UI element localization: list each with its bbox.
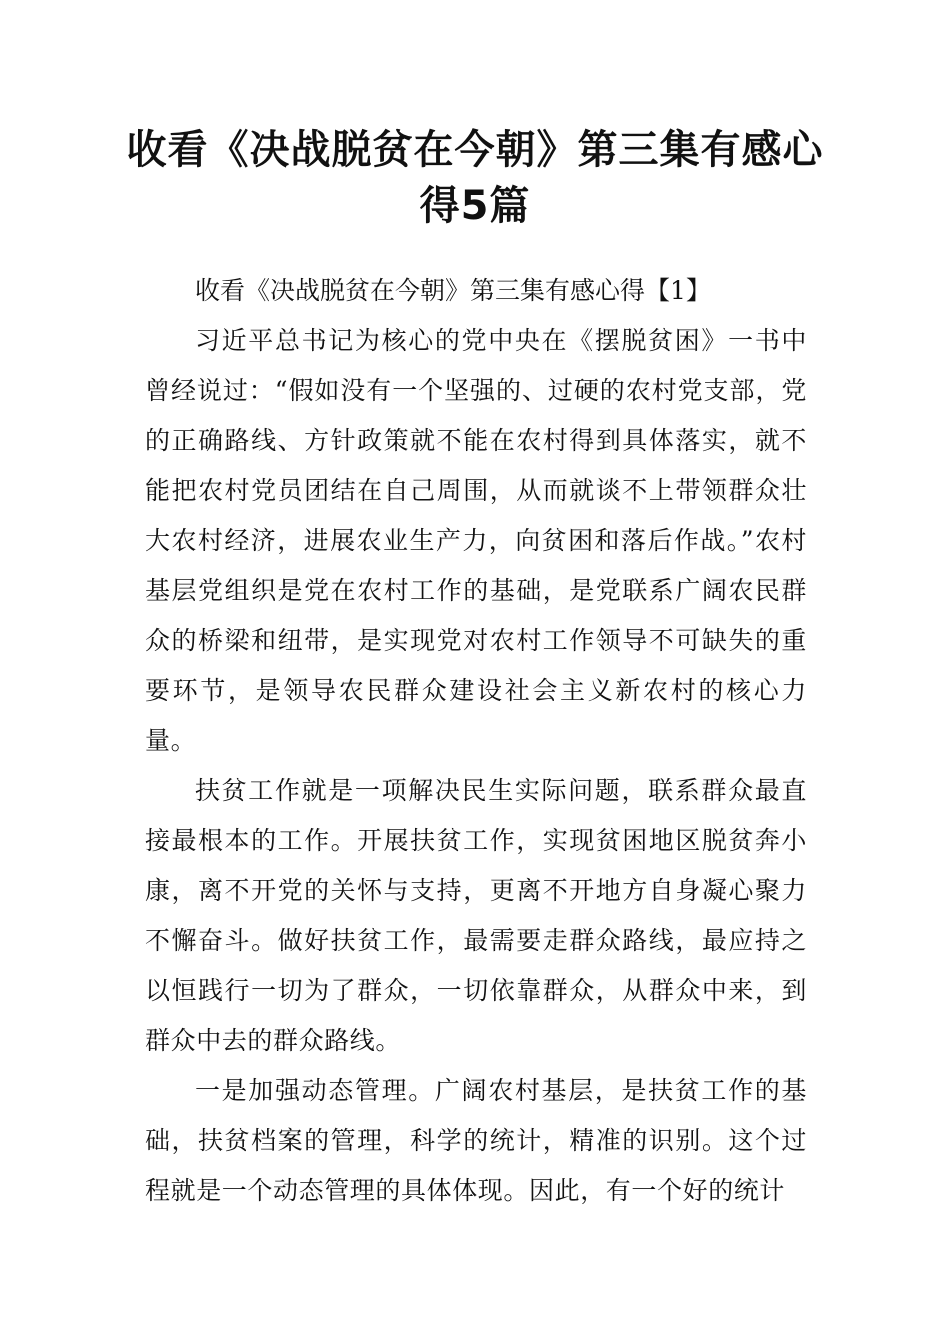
paragraph-1: 习近平总书记为核心的党中央在《摆脱贫困》一书中曾经说过：“假如没有一个坚强的、过硬的农村党支部，党的正确路线、方针政策就不能在农村得到具体落实，就不能把农村党员团结在自己周围，从而就谈不上带领群众壮大农村经济，进展农业生产力，向贫困和落后作战。”农村基层党组织是党在农村工作的基础，是党联系广阔农民群众的桥梁和纽带，是实现党对农村工作领导不可缺失的重要环节，是领导农民群众建设社会主义新农村的核心力量。	[145, 326, 807, 755]
section-heading: 收看《决战脱贫在今朝》第三集有感心得【1】	[195, 276, 711, 305]
paragraph-3: 一是加强动态管理。广阔农村基层，是扶贫工作的基础，扶贫档案的管理，科学的统计，精准的识别。这个过程就是一个动态管理的具体体现。因此，有一个好的统计	[145, 1076, 807, 1205]
document-title: 收看《决战脱贫在今朝》第三集有感心得5篇	[126, 127, 824, 229]
document-body	[145, 266, 807, 1216]
paragraph-2: 扶贫工作就是一项解决民生实际问题，联系群众最直接最根本的工作。开展扶贫工作，实现贫困地区脱贫奔小康，离不开党的关怀与支持，更离不开地方自身凝心聚力不懈奋斗。做好扶贫工作，最需要走群众路线，最应持之以恒践行一切为了群众，一切依靠群众，从群众中来，到群众中去的群众路线。	[145, 776, 807, 1055]
